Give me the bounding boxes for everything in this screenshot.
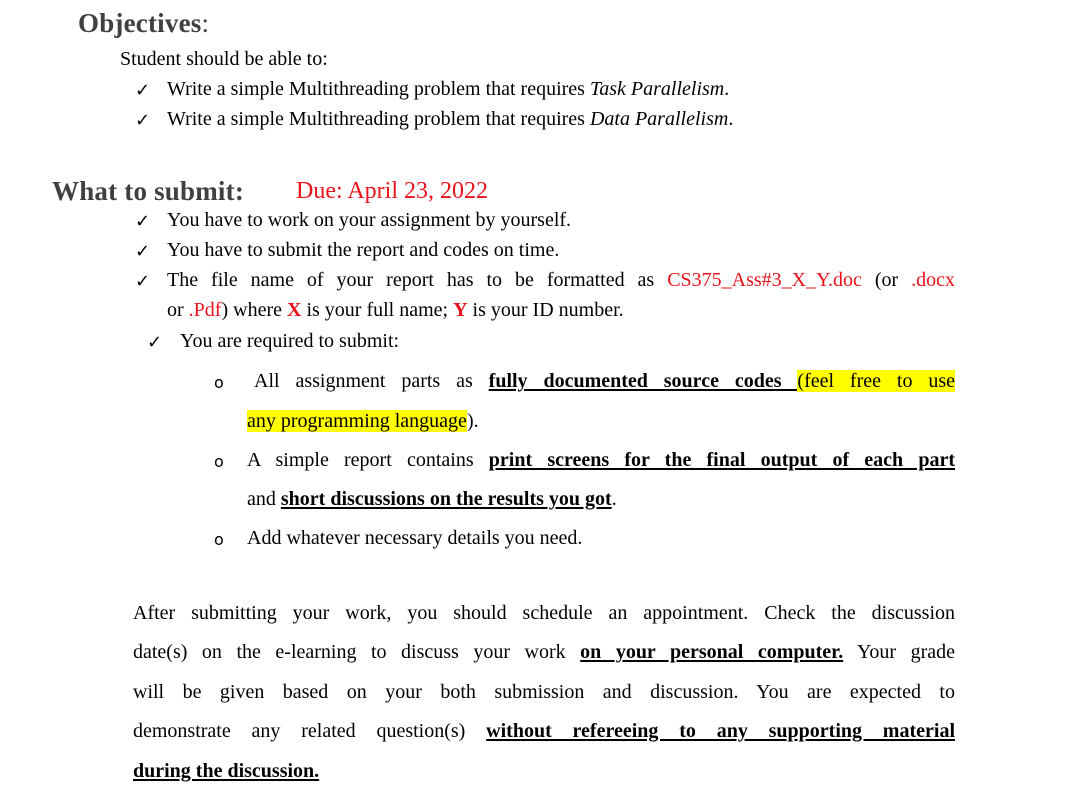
filename-x-desc: is your full name; bbox=[301, 299, 454, 321]
closing-line-1: After submitting your work, you should schedule an appointment. Check the discussion bbox=[133, 602, 955, 624]
filename-format: CS375_Ass#3_X_Y.doc bbox=[667, 269, 862, 291]
objective-text: Write a simple Multithreading problem that requires bbox=[167, 78, 590, 100]
sub-a-pre: All assignment parts as bbox=[254, 370, 489, 392]
objective-emphasis: Data Parallelism bbox=[589, 108, 729, 130]
submit-item-2: You have to submit the report and codes on time. bbox=[167, 239, 560, 261]
closing-line-3: will be given based on your both submission and discussion. You are expected to bbox=[133, 681, 955, 703]
filename-line-2 bbox=[167, 299, 624, 322]
objective-item-2 bbox=[167, 108, 733, 131]
sub-a-bold: fully documented source codes bbox=[488, 370, 798, 392]
sub-b2-pre: and bbox=[247, 488, 281, 510]
closing-l5-bold: during the discussion. bbox=[133, 760, 320, 782]
objectives-title: Objectives bbox=[78, 8, 202, 38]
sub-b2-end: . bbox=[611, 488, 617, 510]
check-icon: ✓ bbox=[147, 332, 163, 353]
objective-end: . bbox=[724, 78, 730, 100]
sub-item-a-line-1 bbox=[254, 370, 955, 393]
sub-a-highlight-1: (feel free to use bbox=[797, 370, 955, 392]
filename-or: or bbox=[167, 299, 189, 321]
objectives-colon: : bbox=[201, 8, 210, 38]
objectives-heading bbox=[78, 8, 209, 39]
sub-item-b-line-2 bbox=[247, 488, 617, 511]
due-date: Due: April 23, 2022 bbox=[296, 178, 488, 204]
filename-mid: (or bbox=[861, 269, 912, 291]
objective-text: Write a simple Multithreading problem that requires bbox=[167, 108, 590, 130]
sub-a-end: ). bbox=[466, 410, 479, 432]
objective-item-1 bbox=[167, 78, 729, 101]
sub-b-pre: A simple report contains bbox=[247, 449, 489, 471]
required-line: You are required to submit: bbox=[180, 330, 400, 352]
bullet-icon: o bbox=[214, 530, 224, 549]
filename-pre: The file name of your report has to be formatted as bbox=[167, 269, 668, 291]
filename-y: Y bbox=[453, 299, 468, 321]
closing-line-2 bbox=[133, 641, 955, 664]
check-icon: ✓ bbox=[135, 211, 151, 232]
bullet-icon: o bbox=[214, 452, 224, 471]
sub-item-c: Add whatever necessary details you need. bbox=[247, 527, 583, 549]
check-icon: ✓ bbox=[135, 241, 151, 262]
closing-l2-pre: date(s) on the e-learning to discuss your work bbox=[133, 641, 581, 663]
sub-b-bold: print screens for the final output of each part bbox=[488, 449, 956, 471]
bullet-icon: o bbox=[214, 373, 224, 392]
objectives-intro: Student should be able to: bbox=[120, 48, 328, 70]
sub-item-a-line-2 bbox=[247, 410, 479, 433]
sub-a-highlight-2: any programming language bbox=[247, 410, 467, 432]
filename-where: ) where bbox=[221, 299, 287, 321]
submit-item-1: You have to work on your assignment by yourself. bbox=[167, 209, 572, 231]
filename-docx: .docx bbox=[911, 269, 955, 291]
objective-emphasis: Task Parallelism bbox=[589, 78, 725, 100]
submit-heading: What to submit: bbox=[52, 176, 245, 206]
filename-y-desc: is your ID number. bbox=[467, 299, 624, 321]
closing-line-4 bbox=[133, 720, 955, 743]
filename-x: X bbox=[287, 299, 302, 321]
check-icon: ✓ bbox=[135, 110, 151, 131]
check-icon: ✓ bbox=[135, 271, 151, 292]
closing-l4-pre: demonstrate any related question(s) bbox=[133, 720, 487, 742]
filename-pdf: .Pdf bbox=[188, 299, 222, 321]
check-icon: ✓ bbox=[135, 80, 151, 101]
closing-l4-bold: without refereeing to any supporting material bbox=[486, 720, 955, 742]
closing-line-5 bbox=[133, 760, 319, 783]
sub-item-b-line-1 bbox=[247, 449, 955, 472]
objective-end: . bbox=[728, 108, 734, 130]
closing-l2-bold: on your personal computer. bbox=[580, 641, 844, 663]
sub-b2-bold: short discussions on the results you got bbox=[280, 488, 612, 510]
filename-line-1 bbox=[167, 269, 955, 292]
closing-l2-end: Your grade bbox=[843, 641, 956, 663]
